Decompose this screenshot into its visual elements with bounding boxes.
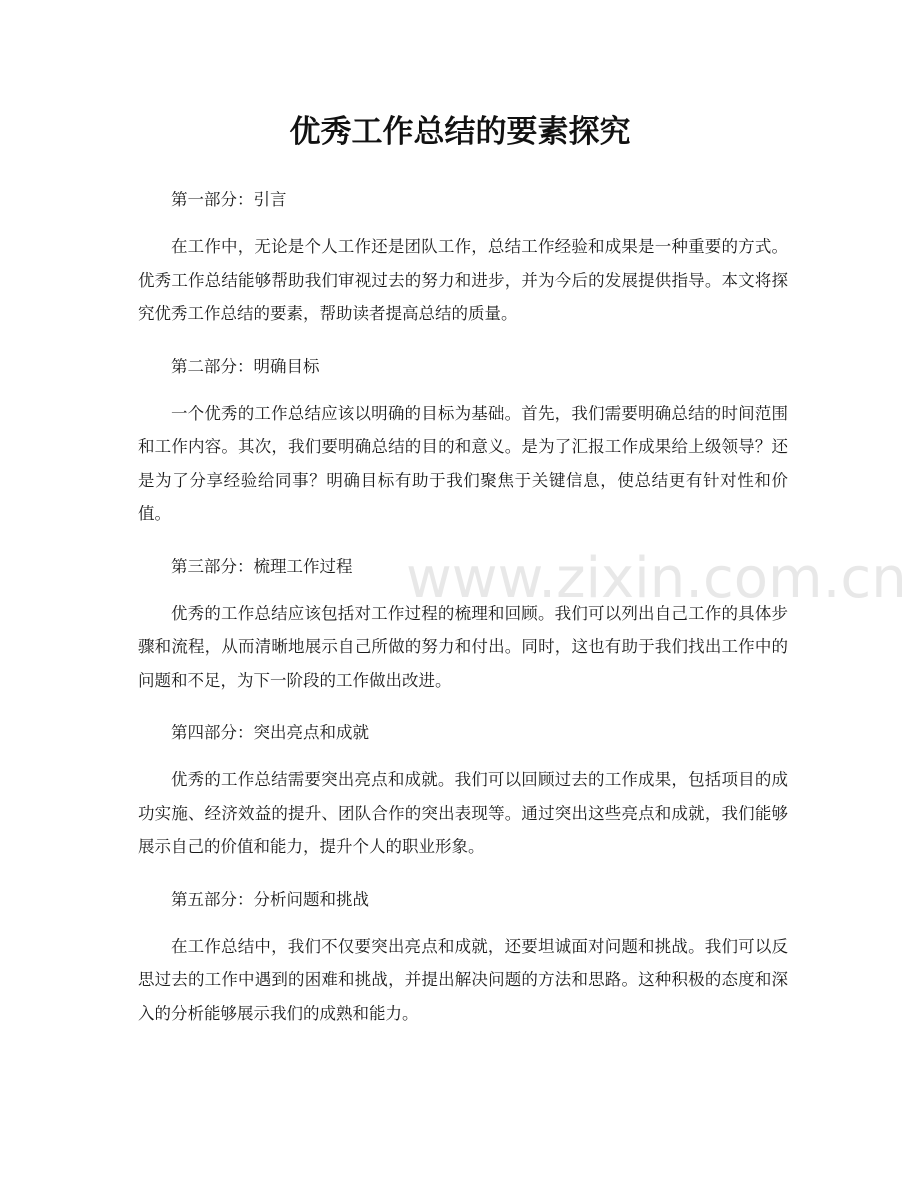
section-heading-highlights: 第四部分：突出亮点和成就 bbox=[171, 723, 369, 742]
section-paragraph-process: 优秀的工作总结应该包括对工作过程的梳理和回顾。我们可以列出自己工作的具体步骤和流程，从而清晰地展示自己所做的努力和付出。同时，这也有助于我们找出工作中的问题和不足，为下一阶段的工作做出改进。 bbox=[138, 603, 788, 690]
section-paragraph-challenges: 在工作总结中，我们不仅要突出亮点和成就，还要坦诚面对问题和挑战。我们可以反思过去的工作中遇到的困难和挑战，并提出解决问题的方法和思路。这种积极的态度和深入的分析能够展示我们的成熟和能力。 bbox=[138, 936, 788, 1023]
section-paragraph-intro: 在工作中，无论是个人工作还是团队工作，总结工作经验和成果是一种重要的方式。优秀工作总结能够帮助我们审视过去的努力和进步，并为今后的发展提供指导。本文将探究优秀工作总结的要素，帮助读者提高总结的质量。 bbox=[138, 237, 788, 323]
section-heading-intro: 第一部分：引言 bbox=[171, 190, 287, 209]
section-heading-process: 第三部分：梳理工作过程 bbox=[171, 556, 353, 576]
section-paragraph-highlights: 优秀的工作总结需要突出亮点和成就。我们可以回顾过去的工作成果，包括项目的成功实施、经济效益的提升、团队合作的突出表现等。通过突出这些亮点和成就，我们能够展示自己的价值和能力，提升个人的职业形象。 bbox=[138, 770, 788, 856]
watermark-text: www.zixin.com.cn bbox=[406, 546, 907, 611]
section-heading-challenges: 第五部分：分析问题和挑战 bbox=[171, 889, 369, 909]
page-title: 优秀工作总结的要素探究 bbox=[289, 114, 631, 150]
section-heading-goals: 第二部分：明确目标 bbox=[171, 356, 320, 376]
document-body bbox=[138, 180, 907, 1046]
section-paragraph-goals: 一个优秀的工作总结应该以明确的目标为基础。首先，我们需要明确总结的时间范围和工作内容。其次，我们要明确总结的目的和意义。是为了汇报工作成果给上级领导？还是为了分享经验给同事？明确目标有助于我们聚焦于关键信息，使总结更有针对性和价值。 bbox=[138, 403, 788, 523]
